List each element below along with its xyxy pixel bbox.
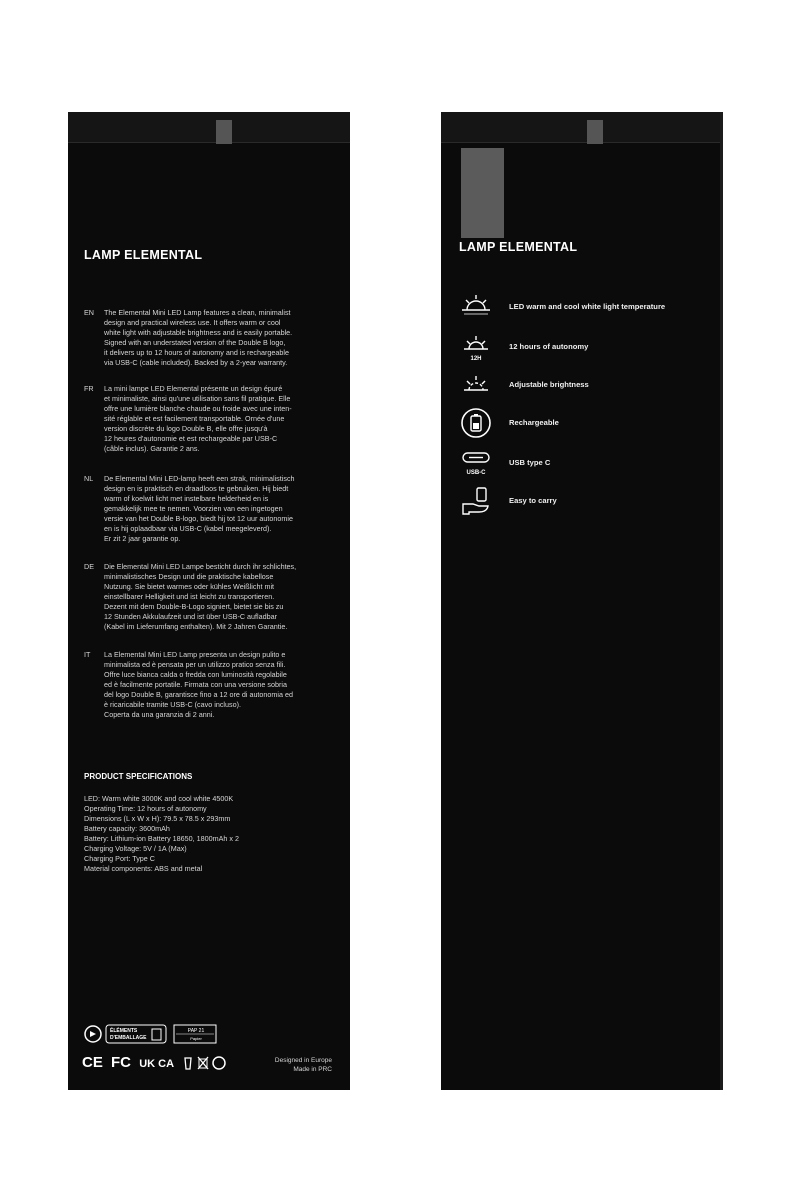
hand-carry-icon [459,484,493,518]
svg-text:Papier: Papier [190,1036,202,1041]
recycling-info-icon [84,1022,224,1046]
certification-logos [82,1054,226,1076]
usb-c-icon [459,446,493,480]
description-it [84,650,346,720]
recycling-logos [84,1022,224,1046]
lang-text: La mini lampe LED Elemental présente un design épuré et minimaliste, ainsi qu'une utilisation sans fil pratique. Elle offre une lumière blanche chaude ou froide avec une inten- sité réglable et est facilement transportable. Ornée d'une version discrète du logo Double B, elle offre jusqu'à 12 heures d'autonomie et est rechargeable par USB-C (câble inclus). Garantie 2 ans. [104,384,292,453]
lang-text: The Elemental Mini LED Lamp features a clean, minimalist design and practical wireless use. It offers warm or cool white light with adjustable brightness and is easily portable. Signed with an understated version of the Double B logo, it delivers up to 12 hours of autonomy and is rechargeable via USB-C (cable included). Backed by a 2-year warranty. [104,308,293,367]
spec-item: Material components: ABS and metal [84,864,203,873]
ukca-mark-icon: UK CA [139,1058,175,1070]
sun-12h-icon [459,330,493,364]
box-right-panel [441,112,723,1090]
lid-crease [68,142,350,143]
description-nl [84,474,346,544]
ce-mark-icon: CE [82,1054,103,1071]
feature-light-temperature [459,290,709,324]
gray-accent-block [461,148,504,238]
feature-label: 12 hours of autonomy [509,342,589,351]
made-in: Made in PRC [293,1066,332,1073]
lid-band [68,112,350,142]
product-title: LAMP ELEMENTAL [459,240,578,254]
feature-label: Easy to carry [509,496,557,505]
feature-label: LED warm and cool white light temperature [509,302,666,311]
description-fr [84,384,346,454]
feature-rechargeable [459,406,709,440]
battery-icon [459,406,493,440]
description-de [84,562,346,632]
lang-code: NL [84,474,94,483]
svg-text:PAP 21: PAP 21 [187,1028,205,1034]
lid-tab [587,120,603,144]
svg-text:ÉLÉMENTS: ÉLÉMENTS [110,1028,138,1034]
spec-item: LED: Warm white 3000K and cool white 4500K [84,794,234,803]
feature-label: USB type C [509,458,551,467]
lid-crease [441,142,723,143]
lang-code: FR [84,384,94,393]
spec-item: Charging Voltage: 5V / 1A (Max) [84,844,187,853]
specs-list [84,794,344,874]
spec-item: Dimensions (L x W x H): 79.5 x 78.5 x 293mm [84,814,231,823]
lang-code: IT [84,650,91,659]
lang-text: La Elemental Mini LED Lamp presenta un design pulito e minimalista ed è pensata per un utilizzo pratico senza fili. Offre luce bianca calda o fredda con luminosità regolabile ed è facilmente portatile. Firmata con una versione sobria del logo Double B, garantisce fino a 12 ore di autonomia ed è ricaricabile tramite USB-C (cavo incluso). Coperta da una garanzia di 2 anni. [104,650,293,719]
brightness-icon [459,368,493,402]
feature-carry [459,484,709,518]
box-left-panel [68,112,350,1090]
sun-temperature-icon [459,290,493,324]
product-title: LAMP ELEMENTAL [84,248,203,262]
spec-item: Battery capacity: 3600mAh [84,824,170,833]
feature-label: Rechargeable [509,418,559,427]
lang-text: Die Elemental Mini LED Lampe besticht durch ihr schlichtes, minimalistisches Design und die praktische kabellose Nutzung. Sie bietet warmes oder kühles Weißlicht mit einstellbarer Helligkeit und ist leicht zu transportieren. Dezent mit dem Double-B-Logo signiert, bietet sie bis zu 12 Stunden Akkulaufzeit und ist über USB-C aufladbar (Kabel im Lieferumfang enthalten). Mit 2 Jahren Garantie. [104,562,297,631]
recycle-bin-icon [182,1054,226,1072]
icon-caption: 12H [470,356,482,362]
lang-code: EN [84,308,94,317]
fcc-mark-icon: FC [111,1054,132,1071]
box-edge [720,112,723,1090]
spec-item: Charging Port: Type C [84,854,155,863]
lang-text: De Elemental Mini LED-lamp heeft een strak, minimalistisch design en is praktisch en draadloos te gebruiken. Hij biedt warm of koelwit licht met instelbare helderheid en is gemakkelijk mee te nemen. Voorzien van een ingetogen versie van het Double B-logo, biedt hij tot 12 uur autonomie en is hij oplaadbaar via USB-C (kabel meegeleverd). Er zit 2 jaar garantie op. [104,474,295,543]
lang-code: DE [84,562,94,571]
feature-autonomy [459,330,709,364]
origin-text [275,1056,332,1074]
feature-usb-c [459,446,709,480]
description-en [84,308,346,368]
lid-band [441,112,723,142]
specs-title: PRODUCT SPECIFICATIONS [84,772,193,781]
feature-label: Adjustable brightness [509,380,589,389]
feature-brightness [459,368,709,402]
lid-tab [216,120,232,144]
spec-item: Operating Time: 12 hours of autonomy [84,804,207,813]
spec-item: Battery: Lithium-ion Battery 18650, 1800mAh x 2 [84,834,240,843]
icon-caption: USB-C [466,470,486,476]
svg-text:D'EMBALLAGE: D'EMBALLAGE [110,1035,147,1041]
designed-in: Designed in Europe [274,1057,332,1064]
